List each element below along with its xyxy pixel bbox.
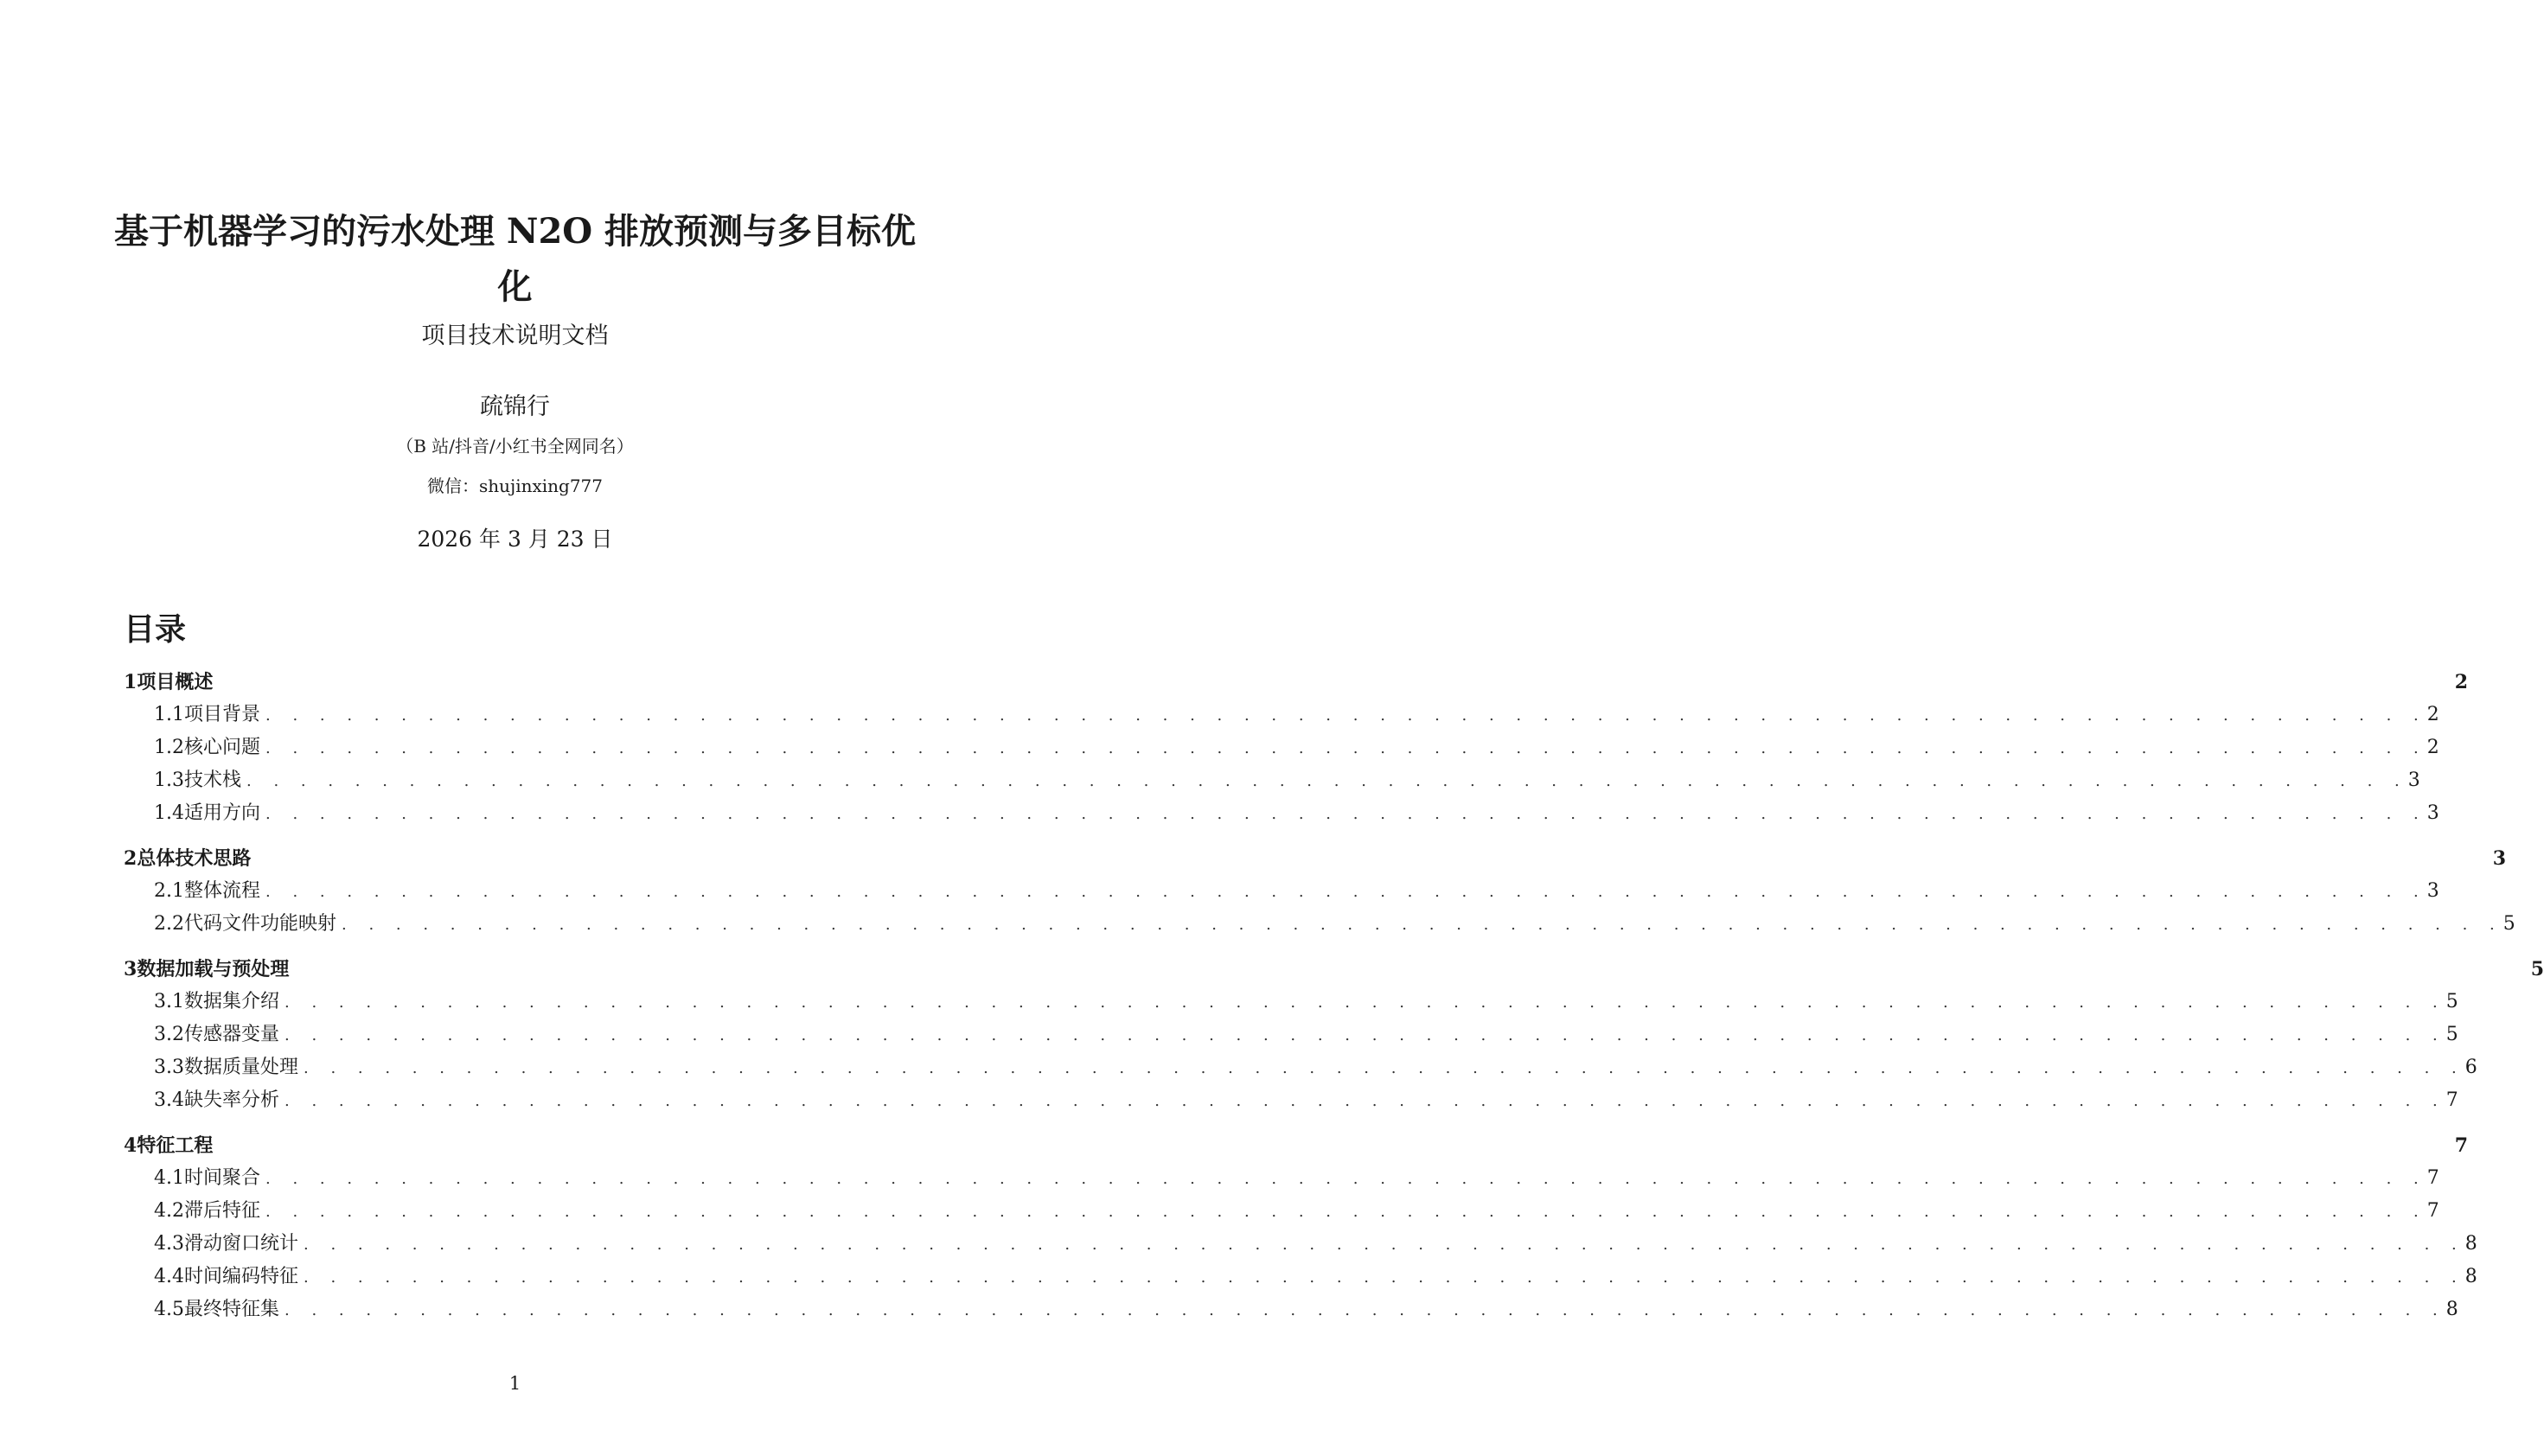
- toc-entry-number: 2.2: [154, 913, 184, 935]
- page-number: 1: [508, 1373, 521, 1394]
- toc-entry-page: 2: [2454, 671, 2469, 693]
- toc-entry-page: 7: [2454, 1134, 2469, 1157]
- toc-dot-leader: . . . . . . . . . . . . . . . . . . . . . . . . . . . . . . . . . . . . . . . . . . . . . . . . . . . . . . . . . . . . . . . . . . . . . . . . . . . . . . . .: [304, 1268, 2465, 1287]
- toc-section-group: [124, 666, 2469, 830]
- document-subtitle: 项目技术说明文档: [421, 322, 609, 349]
- toc-entry-label: 项目概述: [137, 671, 214, 693]
- toc-subsection-entry[interactable]: [124, 1162, 2439, 1195]
- toc-entry-number: 4.2: [154, 1200, 184, 1222]
- toc-dot-leader: . . . . . . . . . . . . . . . . . . . . . . . . . . . . . . . . . . . . . . . . . . . . . . . . . . . . . . . . . . . . . . . . . . . . . . . . . . . . . . . .: [284, 1026, 2446, 1044]
- toc-entry-number: 3.3: [154, 1057, 184, 1078]
- toc-subsection-entry[interactable]: [124, 1019, 2458, 1051]
- toc-dot-leader: . . . . . . . . . . . . . . . . . . . . . . . . . . . . . . . . . . . . . . . . . . . . . . . . . . . . . . . . . . . . . . . . . . . . . . . . . . . . . . . .: [265, 706, 2427, 725]
- toc-heading: 目录: [124, 611, 187, 648]
- toc-entry-label: 数据加载与预处理: [137, 958, 290, 980]
- toc-entry-page: 5: [2445, 1024, 2458, 1045]
- toc-entry-page: 3: [2492, 847, 2507, 870]
- toc-dot-leader: . . . . . . . . . . . . . . . . . . . . . . . . . . . . . . . . . . . . . . . . . . . . . . . . . . . . . . . . . . . . . . . . . . . . . . . . . . . . . . . .: [265, 805, 2427, 823]
- toc-subsection-entry[interactable]: [124, 731, 2439, 764]
- toc-dot-leader: . . . . . . . . . . . . . . . . . . . . . . . . . . . . . . . . . . . . . . . . . . . . . . . . . . . . . . . . . . . . . . . . . . . . . . . . . . . . . . . .: [342, 916, 2503, 934]
- toc-dot-leader: . . . . . . . . . . . . . . . . . . . . . . . . . . . . . . . . . . . . . . . . . . . . . . . . . . . . . . . . . . . . . . . . . . . . . . . . . . . . . . . .: [304, 1059, 2465, 1077]
- toc-entry-label: 技术栈: [184, 770, 242, 791]
- author-note: （B 站/抖音/小红书全网同名）: [396, 436, 634, 457]
- toc-entry-label: 适用方向: [184, 802, 261, 824]
- toc-entry-number: 4.5: [154, 1299, 184, 1320]
- toc-entry-page: 8: [2464, 1266, 2477, 1287]
- toc-entry-page: 5: [2502, 913, 2515, 935]
- toc-entry-label: 代码文件功能映射: [184, 913, 337, 935]
- toc-dot-leader: . . . . . . . . . . . . . . . . . . . . . . . . . . . . . . . . . . . . . . . . . . . . . . . . . . . . . . . . . . . . . . . . . . . . . . . . . . . . . . . .: [265, 739, 2427, 757]
- toc-subsection-entry[interactable]: [124, 875, 2439, 908]
- document-date: 2026 年 3 月 23 日: [417, 527, 613, 552]
- toc-dot-leader: . . . . . . . . . . . . . . . . . . . . . . . . . . . . . . . . . . . . . . . . . . . . . . . . . . . . . . . . . . . . . . . . . . . . . . . . . . . . . . . .: [246, 772, 2408, 790]
- toc-section-entry[interactable]: [124, 1129, 2469, 1162]
- toc-entry-number: 3.4: [154, 1089, 184, 1111]
- toc-entry-page: 2: [2426, 737, 2439, 758]
- toc-entry-label: 核心问题: [184, 737, 261, 758]
- wechat-contact: 微信：shujinxing777: [426, 476, 604, 496]
- toc-section-group: [124, 1129, 2477, 1326]
- toc-entry-number: 1.1: [154, 704, 184, 725]
- toc-entry-page: 8: [2445, 1299, 2458, 1320]
- toc-entry-number: 1.3: [154, 770, 184, 791]
- toc-entry-number: 3.1: [154, 991, 184, 1012]
- toc-entry-page: 7: [2445, 1089, 2458, 1111]
- toc-dot-leader: . . . . . . . . . . . . . . . . . . . . . . . . . . . . . . . . . . . . . . . . . . . . . . . . . . . . . . . . . . . . . . . . . . . . . . . . . . . . . . . .: [284, 993, 2446, 1012]
- toc-entry-label: 滞后特征: [184, 1200, 261, 1222]
- toc-entry-number: 2.1: [154, 880, 184, 902]
- toc-entry-label: 滑动窗口统计: [184, 1233, 299, 1255]
- toc-section-entry[interactable]: [124, 842, 2507, 875]
- toc-entry-label: 传感器变量: [184, 1024, 280, 1045]
- toc-entry-label: 时间编码特征: [184, 1266, 299, 1287]
- toc-entry-page: 3: [2426, 880, 2439, 902]
- toc-entry-number: 4.4: [154, 1266, 184, 1287]
- document-title: 基于机器学习的污水处理 N2O 排放预测与多目标优化: [113, 211, 917, 307]
- toc-subsection-entry[interactable]: [124, 1084, 2458, 1117]
- toc-entry-label: 时间聚合: [184, 1167, 261, 1189]
- toc-entry-number: 4.3: [154, 1233, 184, 1255]
- toc-dot-leader: . . . . . . . . . . . . . . . . . . . . . . . . . . . . . . . . . . . . . . . . . . . . . . . . . . . . . . . . . . . . . . . . . . . . . . . . . . . . . . . .: [265, 1170, 2427, 1188]
- toc-dot-leader: . . . . . . . . . . . . . . . . . . . . . . . . . . . . . . . . . . . . . . . . . . . . . . . . . . . . . . . . . . . . . . . . . . . . . . . . . . . . . . . .: [265, 883, 2427, 901]
- toc-entry-label: 整体流程: [184, 880, 261, 902]
- toc-subsection-entry[interactable]: [124, 797, 2439, 830]
- toc-entry-page: 6: [2464, 1057, 2477, 1078]
- toc-dot-leader: . . . . . . . . . . . . . . . . . . . . . . . . . . . . . . . . . . . . . . . . . . . . . . . . . . . . . . . . . . . . . . . . . . . . . . . . . . . . . . . .: [284, 1092, 2446, 1110]
- toc-entry-label: 最终特征集: [184, 1299, 280, 1320]
- toc-entry-label: 数据质量处理: [184, 1057, 299, 1078]
- toc-entry-number: 1: [124, 671, 137, 693]
- toc-entry-page: 2: [2426, 704, 2439, 725]
- toc-entry-page: 7: [2426, 1167, 2439, 1189]
- toc-dot-leader: . . . . . . . . . . . . . . . . . . . . . . . . . . . . . . . . . . . . . . . . . . . . . . . . . . . . . . . . . . . . . . . . . . . . . . . . . . . . . . . .: [304, 1236, 2465, 1254]
- toc-subsection-entry[interactable]: [124, 1293, 2458, 1326]
- toc-section-entry[interactable]: [124, 666, 2469, 699]
- toc-dot-leader: . . . . . . . . . . . . . . . . . . . . . . . . . . . . . . . . . . . . . . . . . . . . . . . . . . . . . . . . . . . . . . . . . . . . . . . . . . . . . . . .: [284, 1301, 2446, 1319]
- toc-entry-page: 3: [2426, 802, 2439, 824]
- toc-entry-label: 特征工程: [137, 1134, 214, 1157]
- toc-entry-number: 3: [124, 958, 137, 980]
- toc-entry-page: 5: [2445, 991, 2458, 1012]
- toc-subsection-entry[interactable]: [124, 764, 2420, 797]
- toc-subsection-entry[interactable]: [124, 1228, 2477, 1261]
- toc-section-group: [124, 953, 2544, 1117]
- toc-entry-page: 7: [2426, 1200, 2439, 1222]
- toc-entry-page: 5: [2530, 958, 2544, 980]
- toc-section-group: [124, 842, 2515, 941]
- toc-subsection-entry[interactable]: [124, 1195, 2439, 1228]
- toc-entry-label: 数据集介绍: [184, 991, 280, 1012]
- toc-entry-number: 1.2: [154, 737, 184, 758]
- toc-dot-leader: . . . . . . . . . . . . . . . . . . . . . . . . . . . . . . . . . . . . . . . . . . . . . . . . . . . . . . . . . . . . . . . . . . . . . . . . . . . . . . . .: [265, 1203, 2427, 1221]
- toc-entry-number: 2: [124, 847, 137, 870]
- toc-section-entry[interactable]: [124, 953, 2544, 986]
- toc-subsection-entry[interactable]: [124, 986, 2458, 1019]
- toc-entry-number: 3.2: [154, 1024, 184, 1045]
- toc-entry-number: 4.1: [154, 1167, 184, 1189]
- toc-entry-page: 3: [2407, 770, 2420, 791]
- toc-subsection-entry[interactable]: [124, 1261, 2477, 1293]
- toc-entry-number: 4: [124, 1134, 137, 1157]
- toc-subsection-entry[interactable]: [124, 699, 2439, 731]
- toc-subsection-entry[interactable]: [124, 1051, 2477, 1084]
- toc-entry-label: 缺失率分析: [184, 1089, 280, 1111]
- table-of-contents: [124, 666, 2544, 1338]
- toc-entry-number: 1.4: [154, 802, 184, 824]
- author-name: 疏锦行: [480, 393, 550, 420]
- toc-entry-page: 8: [2464, 1233, 2477, 1255]
- toc-subsection-entry[interactable]: [124, 908, 2515, 941]
- toc-entry-label: 项目背景: [184, 704, 261, 725]
- toc-entry-label: 总体技术思路: [137, 847, 252, 870]
